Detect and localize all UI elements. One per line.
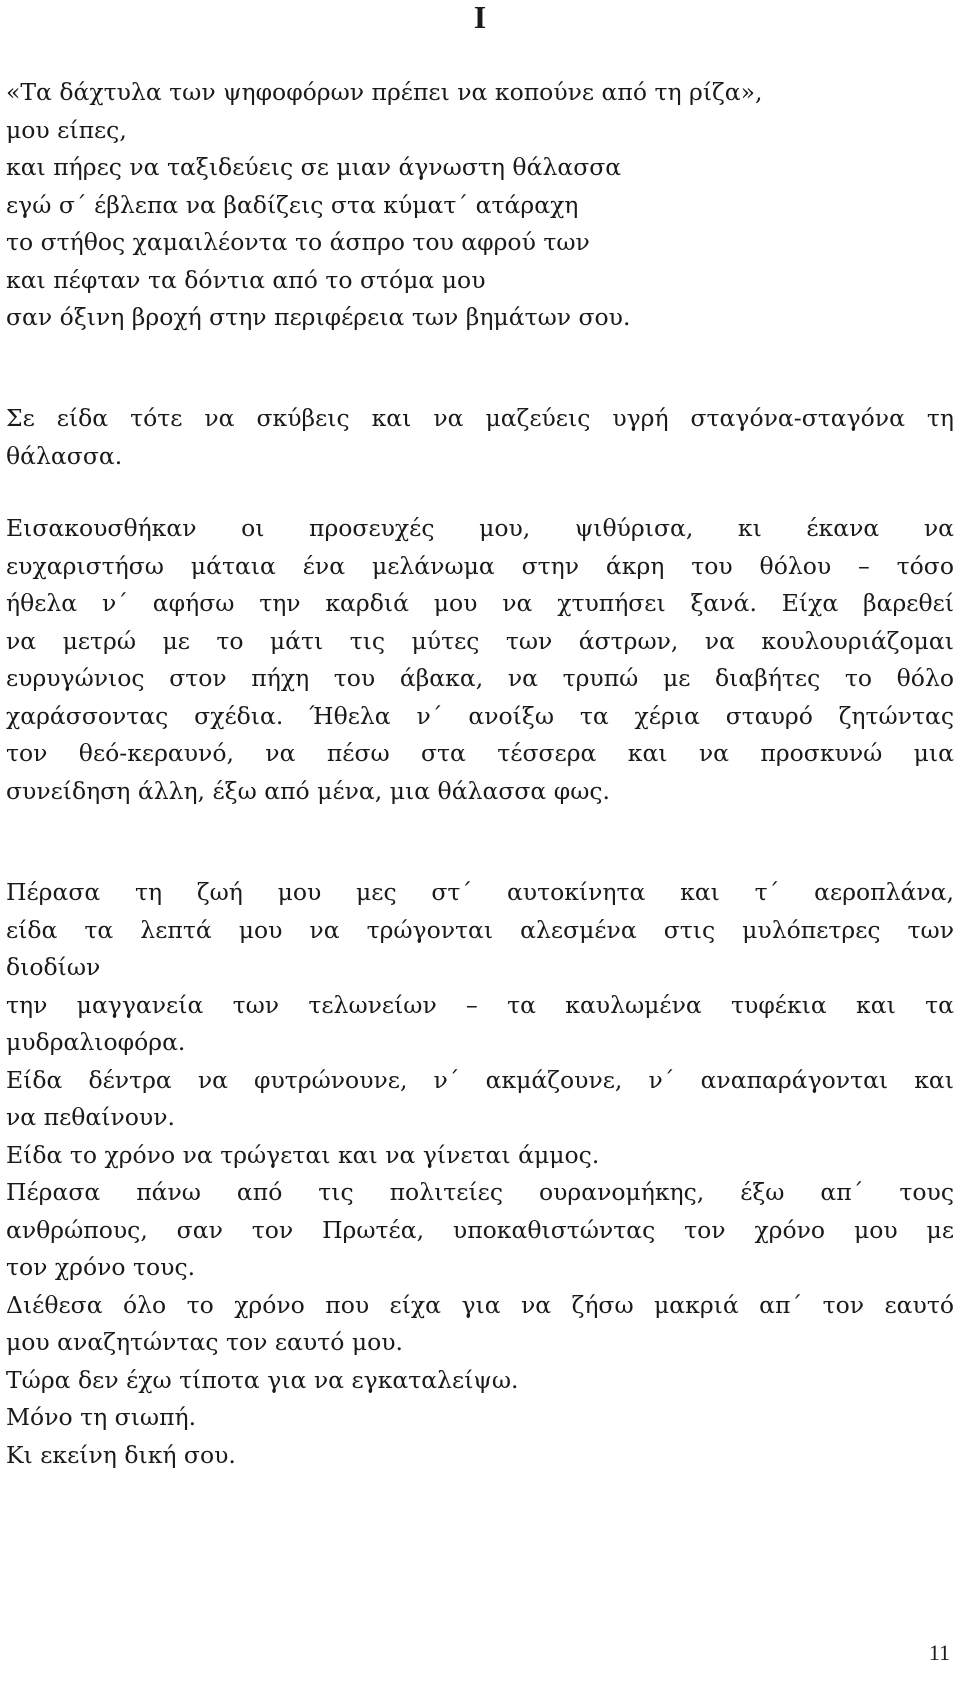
text-line: εγώ σ΄ έβλεπα να βαδίζεις στα κύματ΄ ατάραχη bbox=[6, 190, 579, 219]
stanza-1 bbox=[6, 74, 954, 337]
text-line: Κι εκείνη δική σου. bbox=[6, 1440, 236, 1469]
text-line: Είδα δέντρα να φυτρώνουνε, ν΄ ακμάζουνε, ν΄ αναπαράγονται και bbox=[6, 1065, 954, 1094]
text-line: ανθρώπους, σαν τον Πρωτέα, υποκαθιστώντας τον χρόνο μου με bbox=[6, 1215, 954, 1244]
text-line: Διέθεσα όλο το χρόνο που είχα για να ζήσω μακριά απ΄ τον εαυτό bbox=[6, 1290, 954, 1319]
text-line: Σε είδα τότε να σκύβεις και να μαζεύεις υγρή σταγόνα-σταγόνα τη bbox=[6, 404, 954, 432]
stanza-3 bbox=[6, 874, 954, 1474]
text-line: και πέφταν τα δόντια από το στόμα μου bbox=[6, 265, 486, 294]
text-line: Εισακουσθήκαν οι προσευχές μου, ψιθύρισα, κι έκανα να bbox=[6, 514, 954, 542]
text-line: Τώρα δεν έχω τίποτα για να εγκαταλείψω. bbox=[6, 1365, 519, 1394]
text-line: συνείδηση άλλη, έξω από μένα, μια θάλασσα φως. bbox=[6, 776, 611, 805]
text-line: χαράσσοντας σχέδια. Ήθελα ν΄ ανοίξω τα χέρια σταυρό ζητώντας bbox=[6, 701, 954, 730]
prose-paragraph bbox=[6, 510, 954, 810]
text-line: διοδίων bbox=[6, 953, 101, 981]
text-line: σαν όξινη βροχή στην περιφέρεια των βημάτων σου. bbox=[6, 303, 631, 331]
text-line: το στήθος χαμαιλέοντα το άσπρο του αφρού των bbox=[6, 228, 590, 256]
page-number: 11 bbox=[928, 1640, 950, 1665]
text-line: τον χρόνο τους. bbox=[6, 1253, 196, 1281]
text-line: την μαγγανεία των τελωνείων – τα καυλωμένα τυφέκια και τα bbox=[6, 990, 954, 1019]
text-line: «Τα δάχτυλα των ψηφοφόρων πρέπει να κοπούνε από τη ρίζα», bbox=[6, 78, 763, 106]
text-line: ευρυγώνιος στον πήχη του άβακα, να τρυπώ με διαβήτες το θόλο bbox=[6, 664, 954, 692]
text-line: και πήρες να ταξιδεύεις σε μιαν άγνωστη θάλασσα bbox=[6, 153, 622, 181]
text-line: Μόνο τη σιωπή. bbox=[6, 1403, 197, 1431]
section-heading: I bbox=[473, 0, 487, 35]
text-line: να μετρώ με το μάτι τις μύτες των άστρων, να κουλουριάζομαι bbox=[6, 626, 954, 655]
text-line: μυδραλιοφόρα. bbox=[6, 1028, 186, 1056]
text-line: Πέρασα πάνω από τις πολιτείες ουρανομήκης, έξω απ΄ τους bbox=[6, 1178, 954, 1206]
text-line: μου είπες, bbox=[6, 115, 127, 144]
text-line: είδα τα λεπτά μου να τρώγονται αλεσμένα στις μυλόπετρες των bbox=[6, 915, 954, 944]
stanza-2 bbox=[6, 400, 954, 475]
text-line: ήθελα ν΄ αφήσω την καρδιά μου να χτυπήσει ξανά. Είχα βαρεθεί bbox=[6, 589, 954, 617]
text-line: ευχαριστήσω μάταια ένα μελάνωμα στην άκρη του θόλου – τόσο bbox=[6, 551, 954, 580]
text-line: να πεθαίνουν. bbox=[6, 1103, 175, 1131]
text-line: Πέρασα τη ζωή μου μες στ΄ αυτοκίνητα και τ΄ αεροπλάνα, bbox=[6, 878, 954, 906]
text-line: τον θεό-κεραυνό, να πέσω στα τέσσερα και να προσκυνώ μια bbox=[6, 739, 954, 767]
text-line: μου αναζητώντας τον εαυτό μου. bbox=[6, 1328, 403, 1356]
text-line: θάλασσα. bbox=[6, 441, 123, 470]
text-line: Είδα το χρόνο να τρώγεται και να γίνεται άμμος. bbox=[6, 1140, 600, 1169]
